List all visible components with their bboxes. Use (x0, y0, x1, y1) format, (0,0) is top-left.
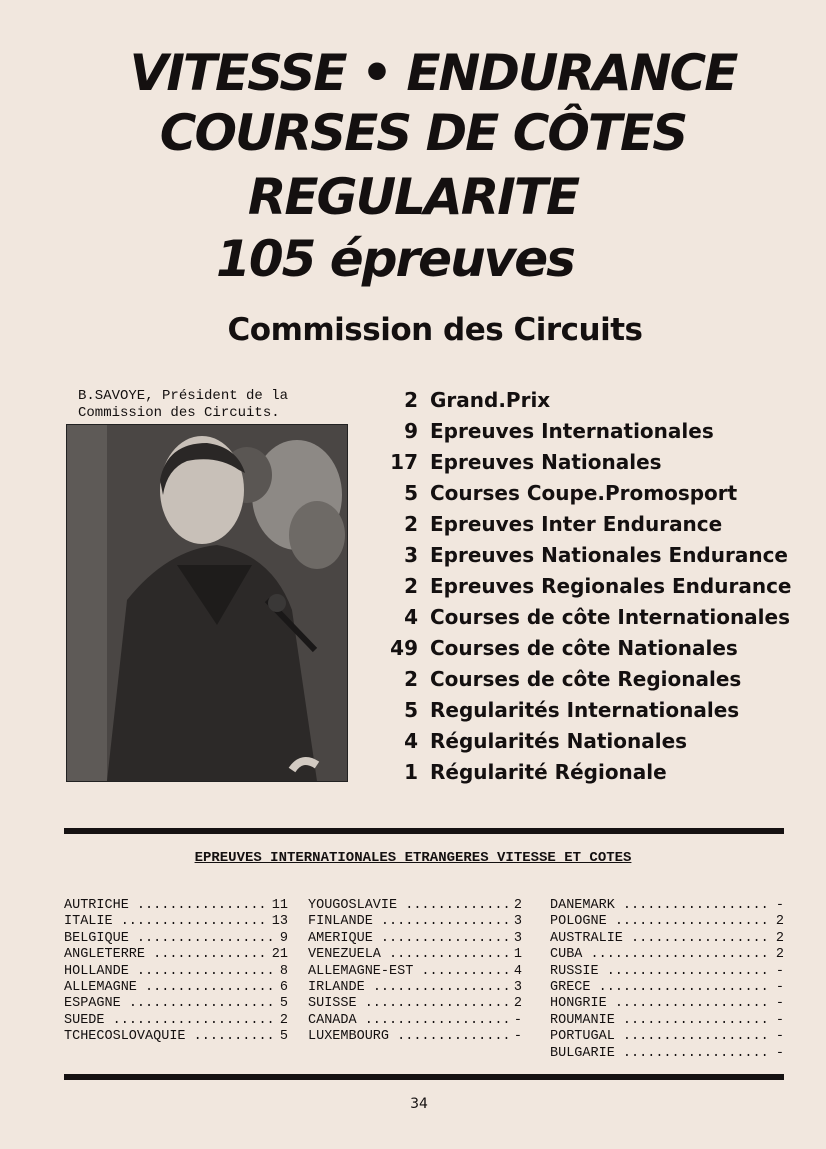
country-count: 5 (279, 996, 288, 1012)
country-name: BULGARIE ..... (550, 1046, 772, 1062)
event-label: Epreuves Inter Endurance (430, 511, 723, 536)
event-item (380, 663, 820, 694)
country-count: - (775, 963, 784, 979)
country-name: POLOGNE ..... (550, 914, 772, 930)
country-count: 21 (271, 947, 288, 963)
event-label: Courses de côte Regionales (430, 666, 742, 691)
event-label: Epreuves Nationales Endurance (430, 542, 788, 567)
country-column-1 (64, 898, 288, 1046)
country-row (550, 1029, 784, 1045)
event-count: 4 (404, 604, 418, 629)
country-row (308, 914, 522, 930)
country-name: ALLEMAGNE ..... (64, 980, 276, 996)
event-label: Grand.Prix (430, 387, 551, 412)
country-name: IRLANDE ..... (308, 980, 510, 996)
country-count: 6 (279, 979, 288, 995)
country-count: - (775, 1029, 784, 1045)
country-row (308, 947, 522, 963)
international-events-title: EPREUVES INTERNATIONALES ETRANGERES VITESSE ET COTES (194, 850, 632, 866)
event-count: 4 (404, 728, 418, 753)
country-name: PORTUGAL ..... (550, 1029, 772, 1045)
country-row (308, 898, 522, 914)
country-row (550, 1046, 784, 1062)
country-row (64, 931, 288, 947)
country-count: 11 (271, 898, 288, 913)
event-label: Regularités Internationales (430, 697, 740, 722)
country-name: FINLANDE ..... (308, 914, 510, 930)
country-row (64, 947, 288, 963)
headline-line-3: REGULARITE (247, 168, 579, 226)
country-count: 3 (513, 979, 522, 995)
event-item (380, 446, 820, 477)
country-column-3 (550, 898, 784, 1062)
section-subtitle: Commission des Circuits (227, 312, 643, 348)
event-count: 1 (404, 759, 418, 784)
country-row (64, 914, 288, 930)
event-label: Régularité Régionale (430, 759, 667, 784)
event-label: Régularités Nationales (430, 728, 688, 753)
country-row (550, 964, 784, 980)
country-row (64, 1013, 288, 1029)
country-count: 2 (775, 914, 784, 930)
event-count: 2 (404, 387, 418, 412)
country-count: 3 (513, 930, 522, 946)
country-name: CUBA ..... (550, 947, 772, 963)
country-name: ROUMANIE ..... (550, 1013, 772, 1029)
country-name: LUXEMBOURG ..... (308, 1029, 510, 1045)
country-count: 2 (775, 930, 784, 946)
photo-caption: B.SAVOYE, Président de la Commission des Circuits. (78, 388, 289, 421)
country-name: ANGLETERRE ..... (64, 947, 268, 963)
country-name: AUSTRALIE ..... (550, 931, 772, 947)
country-row (308, 1013, 522, 1029)
event-item (380, 539, 820, 570)
country-count: - (775, 979, 784, 995)
event-item (380, 508, 820, 539)
country-count: 13 (271, 914, 288, 930)
country-count: - (513, 1012, 522, 1028)
country-row (550, 996, 784, 1012)
event-count: 5 (404, 697, 418, 722)
event-count: 49 (390, 635, 418, 660)
country-name: AMERIQUE ..... (308, 931, 510, 947)
country-row (64, 996, 288, 1012)
event-count: 3 (404, 542, 418, 567)
country-row (64, 1029, 288, 1045)
country-count: 8 (279, 963, 288, 979)
country-count: 4 (513, 963, 522, 979)
event-item (380, 694, 820, 725)
country-row (550, 898, 784, 914)
country-name: RUSSIE ..... (550, 964, 772, 980)
event-item (380, 477, 820, 508)
event-label: Epreuves Internationales (430, 418, 714, 443)
event-list (380, 384, 820, 787)
event-label: Courses de côte Nationales (430, 635, 738, 660)
event-label: Courses de côte Internationales (430, 604, 790, 629)
country-row (308, 931, 522, 947)
country-count: 5 (279, 1029, 288, 1045)
event-label: Courses Coupe.Promosport (430, 480, 738, 505)
country-name: CANADA ..... (308, 1013, 510, 1029)
country-row (64, 980, 288, 996)
country-name: HOLLANDE ..... (64, 964, 276, 980)
headline-line-2: COURSES DE CÔTES (159, 104, 687, 162)
event-label: Epreuves Regionales Endurance (430, 573, 792, 598)
event-item (380, 632, 820, 663)
country-name: VENEZUELA ..... (308, 947, 510, 963)
divider-bottom (64, 1074, 784, 1080)
page-number: 34 (410, 1096, 428, 1112)
country-count: - (775, 898, 784, 913)
country-count: - (775, 1012, 784, 1028)
country-row (550, 1013, 784, 1029)
event-count: 2 (404, 666, 418, 691)
country-count: 2 (775, 947, 784, 963)
country-name: ESPAGNE ..... (64, 996, 276, 1012)
event-item (380, 725, 820, 756)
country-count: 3 (513, 914, 522, 930)
country-row (550, 914, 784, 930)
event-item (380, 601, 820, 632)
country-count: 1 (513, 947, 522, 963)
country-name: ITALIE ..... (64, 914, 268, 930)
event-label: Epreuves Nationales (430, 449, 662, 474)
country-column-2 (308, 898, 522, 1046)
event-item (380, 384, 820, 415)
country-row (308, 964, 522, 980)
event-count: 2 (404, 511, 418, 536)
country-row (64, 898, 288, 914)
country-row (550, 947, 784, 963)
event-count: 9 (404, 418, 418, 443)
headline-line-4: 105 épreuves (216, 230, 574, 288)
event-count: 5 (404, 480, 418, 505)
country-row (308, 996, 522, 1012)
country-name: HONGRIE ..... (550, 996, 772, 1012)
country-name: SUEDE ..... (64, 1013, 276, 1029)
country-name: SUISSE ..... (308, 996, 510, 1012)
country-count: - (775, 1045, 784, 1061)
country-name: AUTRICHE ..... (64, 898, 268, 914)
country-count: 2 (513, 996, 522, 1012)
country-row (550, 980, 784, 996)
event-item (380, 570, 820, 601)
country-row (308, 980, 522, 996)
headline-line-1: VITESSE • ENDURANCE (129, 44, 737, 102)
event-count: 2 (404, 573, 418, 598)
country-name: YOUGOSLAVIE ..... (308, 898, 510, 914)
country-row (308, 1029, 522, 1045)
country-count: 2 (279, 1012, 288, 1028)
country-name: BELGIQUE ..... (64, 931, 276, 947)
country-name: GRECE ..... (550, 980, 772, 996)
country-count: 2 (513, 898, 522, 913)
event-count: 17 (390, 449, 418, 474)
country-count: - (513, 1029, 522, 1045)
speaker-photo (66, 424, 348, 782)
country-count: 9 (279, 930, 288, 946)
event-item (380, 756, 820, 787)
country-name: DANEMARK ..... (550, 898, 772, 914)
country-name: ALLEMAGNE-EST ..... (308, 964, 510, 980)
country-row (64, 964, 288, 980)
country-name: TCHECOSLOVAQUIE ..... (64, 1029, 276, 1045)
country-row (550, 931, 784, 947)
event-item (380, 415, 820, 446)
divider-top (64, 828, 784, 834)
country-count: - (775, 996, 784, 1012)
